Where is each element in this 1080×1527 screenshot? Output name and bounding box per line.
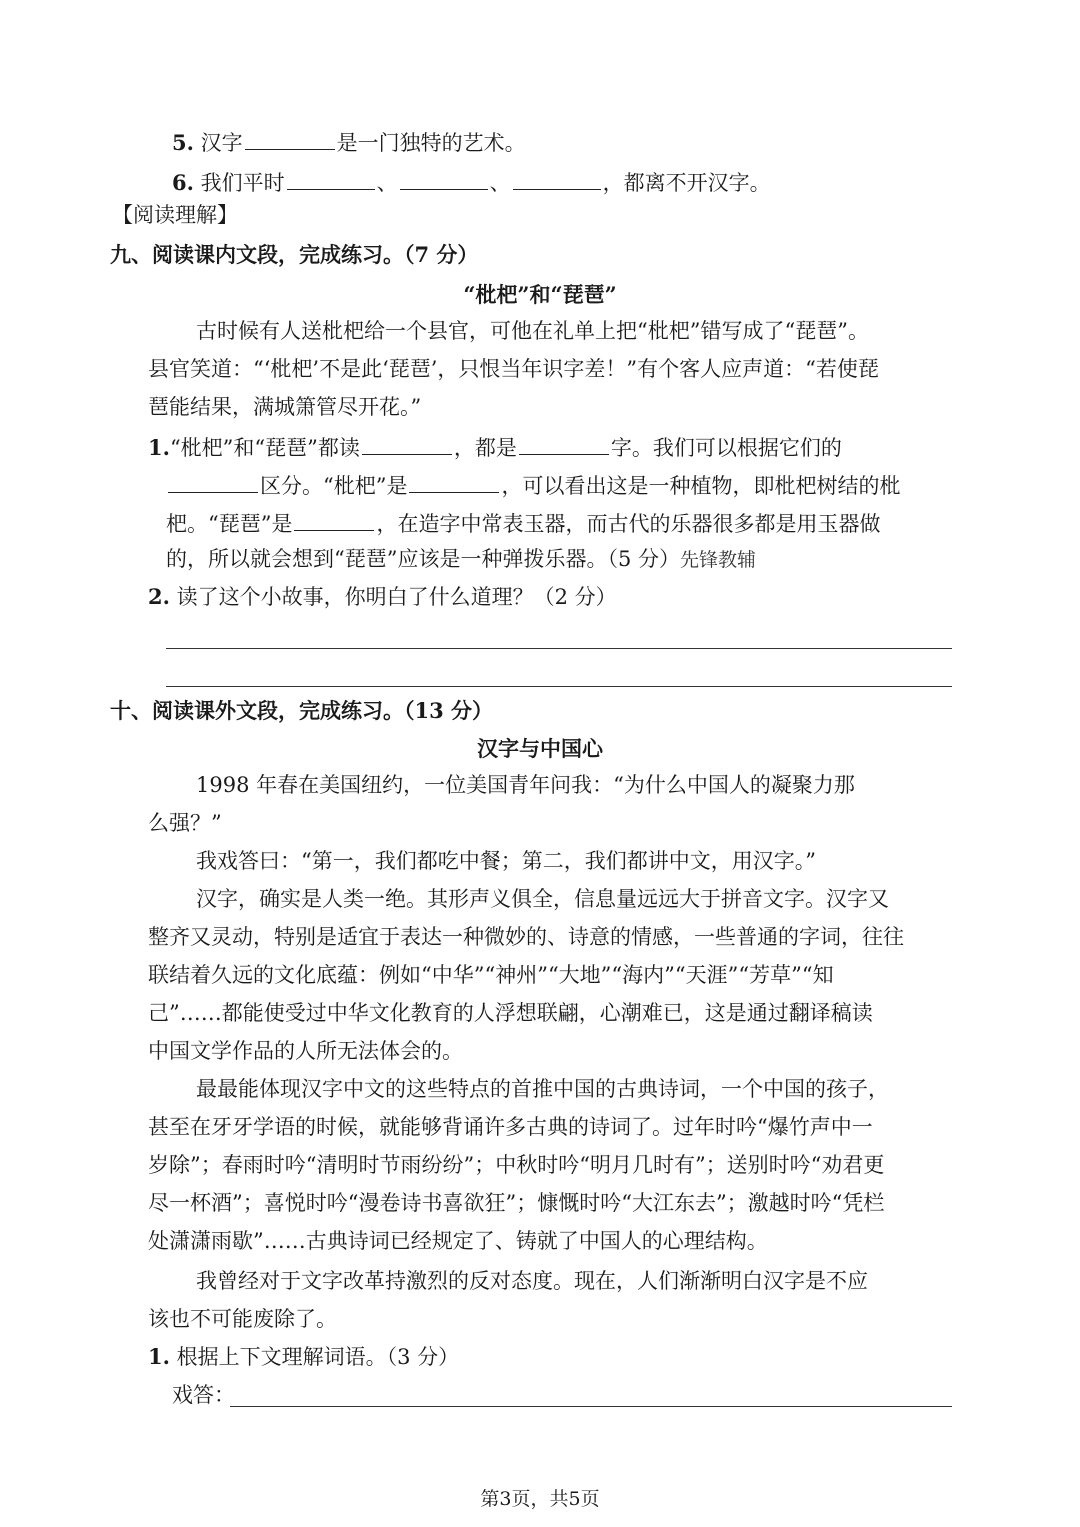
answer-blank[interactable] [294,506,374,531]
question-5: 5. 汉字 是一门独特的艺术。 [172,125,526,158]
section-9-question-2: 2. 读了这个小故事，你明白了什么道理？（2 分） [148,584,617,609]
answer-line[interactable] [166,686,952,687]
passage-line: 己”……都能使受过中华文化教育的人浮想联翩，心潮难已，这是通过翻译稿读 [148,1001,873,1025]
answer-blank[interactable] [519,430,609,455]
section-10-question-1: 1. 根据上下文理解词语。（3 分） [148,1344,460,1369]
question-number: 2. [148,584,170,609]
answer-blank[interactable] [362,430,452,455]
question-number: 1. [148,1344,170,1369]
section-10-heading: 十、阅读课外文段，完成练习。（13 分） [110,698,494,723]
passage-line: 该也不可能废除了。 [148,1307,337,1331]
passage-line: 联结着久远的文化底蕴：例如“中华”“神州”“大地”“海内”“天涯”“芳草”“知 [148,963,834,987]
answer-blank[interactable] [168,468,258,493]
answer-line[interactable] [230,1406,952,1407]
question-number: 6. [172,170,194,195]
question-number: 5. [172,130,194,155]
passage-line: 整齐又灵动，特别是适宜于表达一种微妙的、诗意的情感，一些普通的字词，往往 [148,925,904,949]
section-9-heading: 九、阅读课内文段，完成练习。（7 分） [110,242,479,267]
section-10-title: 汉字与中国心 [477,736,603,761]
term-label: 戏答： [172,1383,235,1407]
watermark-text: 先锋教辅 [680,549,757,571]
passage-line: 尽一杯酒”；喜悦时吟“漫卷诗书喜欲狂”；慷慨时吟“大江东去”；激越时吟“凭栏 [148,1191,885,1215]
passage-line: 中国文学作品的人所无法体会的。 [148,1039,463,1063]
passage-line: 么强？” [148,811,222,835]
answer-blank[interactable] [513,165,601,190]
passage-line: 我曾经对于文字改革持激烈的反对态度。现在，人们渐渐明白汉字是不应 [196,1269,868,1293]
section-9-paragraph-line: 琶能结果，满城箫管尽开花。” [148,395,422,419]
answer-line[interactable] [166,648,952,649]
passage-line: 最最能体现汉字中文的这些特点的首推中国的古典诗词，一个中国的孩子， [196,1077,889,1101]
answer-blank[interactable] [245,125,335,150]
answer-blank[interactable] [409,468,499,493]
section-9-question-1-line: 的，所以就会想到“琵琶”应该是一种弹拨乐器。（5 分）先锋教辅 [166,547,757,571]
reading-section-label: 【阅读理解】 [112,203,238,227]
section-9-paragraph-line: 古时候有人送枇杷给一个县官，可他在礼单上把“枇杷”错写成了“琵琶”。 [196,319,869,343]
section-9-title: “枇杷”和“琵琶” [463,282,617,307]
passage-line: 岁除”；春雨时吟“清明时节雨纷纷”；中秋时吟“明月几时有”；送别时吟“劝君更 [148,1153,885,1177]
question-6: 6. 我们平时 、 、 ，都离不开汉字。 [172,165,771,198]
section-9-question-1-line: 区分。“枇杷”是 ，可以看出这是一种植物，即枇杷树结的枇 [166,468,900,501]
section-9-question-1: 1.“枇杷”和“琵琶”都读 ，都是 字。我们可以根据它们的 [148,430,842,463]
section-9-question-1-line: 杷。“琵琶”是 ，在造字中常表玉器，而古代的乐器很多都是用玉器做 [166,506,880,539]
passage-line: 处潇潇雨歇”……古典诗词已经规定了、铸就了中国人的心理结构。 [148,1229,768,1253]
answer-blank[interactable] [287,165,375,190]
question-number: 1. [148,435,170,460]
answer-blank[interactable] [400,165,488,190]
passage-line: 1998 年春在美国纽约，一位美国青年问我：“为什么中国人的凝聚力那 [196,773,855,797]
passage-line: 汉字，确实是人类一绝。其形声义俱全，信息量远远大于拼音文字。汉字又 [196,887,889,911]
section-9-paragraph-line: 县官笑道：“‘枇杷’不是此‘琵琶’，只恨当年识字差！”有个客人应声道：“若使琵 [148,357,879,381]
page-footer: 第3页，共5页 [480,1488,600,1510]
passage-line: 甚至在牙牙学语的时候，就能够背诵许多古典的诗词了。过年时吟“爆竹声中一 [148,1115,873,1139]
passage-line: 我戏答曰：“第一，我们都吃中餐；第二，我们都讲中文，用汉字。” [196,849,816,873]
